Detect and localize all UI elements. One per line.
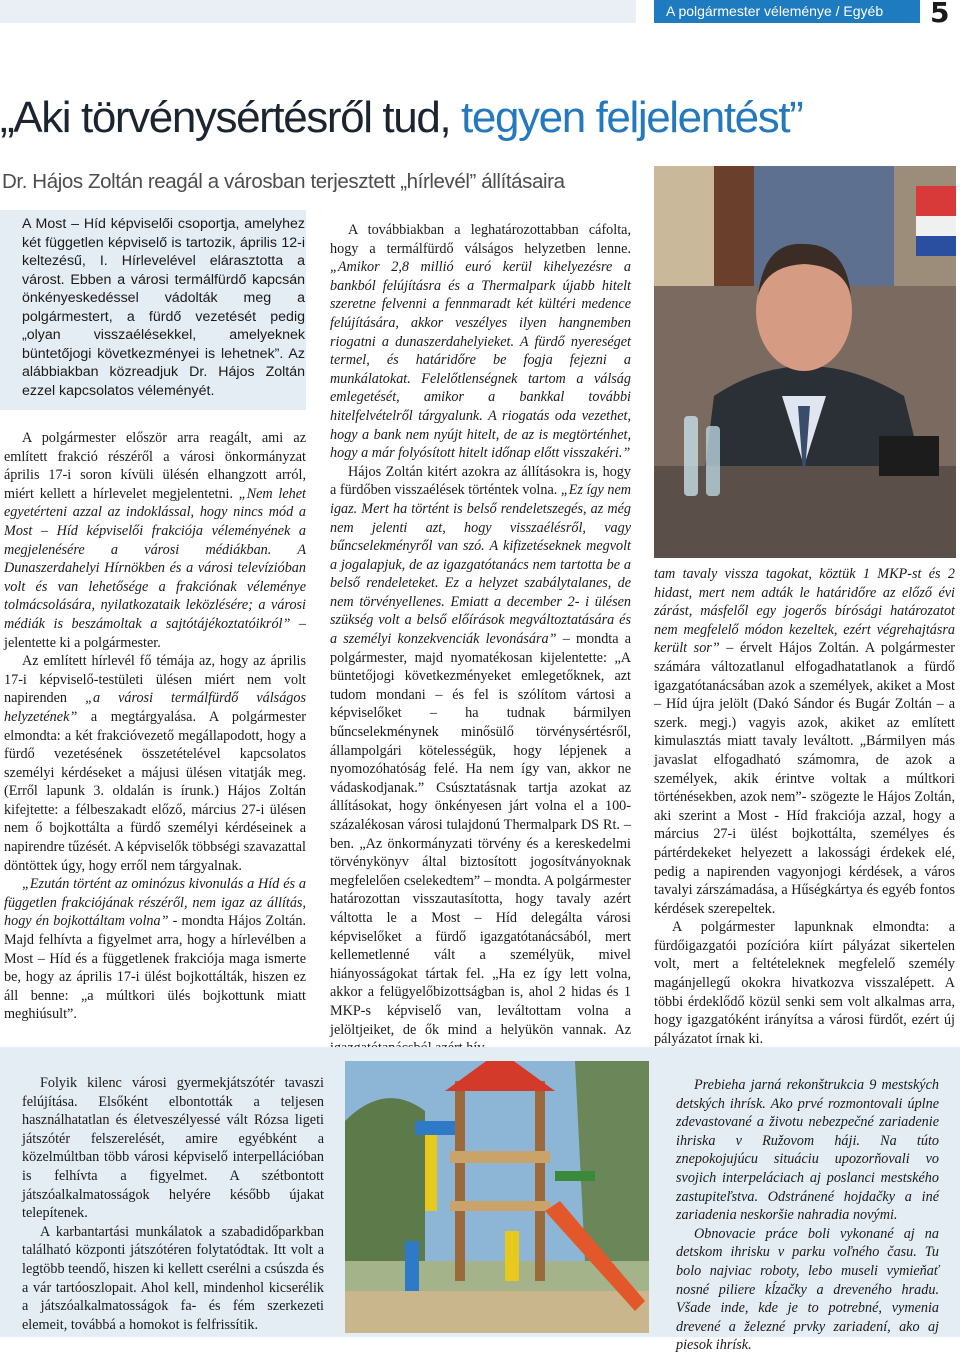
quote-text: „Ezután történt az ominózus kivonulás a Híd és a független frakciójának részéről, nem igaz az állítás, hogy én bojkottáltam volna” <box>4 876 306 930</box>
subtitle: Dr. Hájos Zoltán reagál a városban terjesztett „hírlevél” állításaira <box>2 170 565 193</box>
playground-photo-illustration <box>345 1061 649 1333</box>
lead-paragraph: A Most – Híd képviselői csoportja, amelyhez két független képviselő is tartozik, április 12-i keltezésű, I. Hírlevelével elárasztotta a várost. Ebben a városi termálfürdő kapcsán önkényeskedéssel vádolták meg a polgármestert, a fürdő vezetését pedig „olyan visszaélésekkel, amelyeknek büntetőjogi következményei is lehetnek”. Az alábbiakban közreadjuk Dr. Hájos Zoltán ezzel kapcsolatos véleményét. <box>22 216 305 399</box>
col1-paragraph <box>4 652 306 875</box>
paragraph-tail: – jelentette ki a polgármester. <box>4 615 307 651</box>
caption-slovak <box>676 1076 939 1355</box>
caption-hu-paragraph-1: Folyik kilenc városi gyermekjátszótér tavaszi felújítása. Elsőként elbontották a teljesen használhatatlan és életveszélyessé vált Rózsa ligeti játszótér felszerelését, amire egyébként a közelmúltban több városi képviselő interpellációban is felhívta a figyelmet. A szétbontott játszóalkalmatosságok helyére később újakat telepítenek. <box>22 1075 324 1222</box>
header-band <box>0 0 636 23</box>
caption-hungarian <box>22 1074 324 1334</box>
col2-paragraph <box>330 463 631 1058</box>
col2-paragraph <box>330 221 631 463</box>
mayor-photo-illustration <box>654 166 956 558</box>
quote-text: „Amikor 2,8 millió euró kerül kihelyezésre a bankból felújításra és a Thermalpark újabb hitelt szeretne felvenni a fennmaradt két kültéri medence felújítására, akkor veszélyes ilyen hangnemben riogatni a dunaszerdahelyieket. A fürdő nyereséget termel, és határidőre be fogja fejezni a munkálatokat. Felelőtlenségnek tartom a válság emlegetését, amikor a bankkal további hitelfelvételről tárgyalunk. A riogatás oda vezethet, hogy a bank nem nyújt hitelt, de az is megtörténhet, hogy a már folyósított hitelt időnap előtt visszakéri.” <box>330 259 631 462</box>
quote-text: „Ez így nem igaz. Mert ha történt is belső rendeletszegés, az még nem jelenti azt, hogy visszaélésről, vagy bűncselekményről van szó. A kifizetéseknek megvolt a jogalapjuk, de az igazgatótanács nem tartotta be a belső rendeleteket. Ez a helyzet szabálytalanes, de nem törvényellenes. Emiatt a december 2- i ülésen szükség volt a belső előírások megváltoztatására és a személyi konzekvenciák levonására” <box>330 482 632 648</box>
col1-paragraph <box>4 429 306 652</box>
col3-paragraph <box>654 918 955 1048</box>
quote-text: „Nem lehet egyetérteni azzal az indoklással, hogy nincs mód a Most – Híd képviselői frakciója véleményének a megjelenésére a városi médiákban. A Dunaszerdahelyi Hírnökben és a városi televízióban volt és van lehetősége a frakciónak véleménye tolmácsolására, nyilatkozataik leközlésére; a városi médiák is beszámoltak a sajtótájékoztatóikról” <box>4 485 306 632</box>
caption-sk-paragraph-2: Obnovacie práce boli vykonané aj na detskom ihrisku v parku voľného času. Tu bolo najviac roboty, lebo museli vymieňať nosné piliere kĺzačky a dreveného hradu. Všade inde, kde je to potrebné, vymenia drevené a železné prvky zariadení, ako aj piesok ihrísk. <box>676 1225 939 1354</box>
mayor-photo <box>654 166 956 558</box>
paragraph-text: A polgármester lapunknak elmondta: a fürdőigazgatói pozícióra kiírt pályázat sikertelen volt, mert a feltételeknek megfelelő személy magánjellegű okokra hivatkozva visszalépett. A többi érdeklődő közül senki sem volt alkalmas arra, hogy igazgatóként irányítsa a városi fürdőt, ezért új pályázatot írnak ki. <box>654 919 955 1047</box>
headline-part-blue: tegyen feljelentést” <box>450 93 803 142</box>
headline-part-dark: „Aki törvénysértésről tud, <box>0 93 451 142</box>
col3-paragraph <box>654 565 955 918</box>
playground-photo <box>345 1061 649 1333</box>
headline <box>0 90 960 146</box>
paragraph-text: Hájos Zoltán kitért azokra az állításokra is, hogy a fürdőben visszaélések történtek volna. <box>330 463 631 499</box>
paragraph-text: Az említett hírlevél fő témája az, hogy az április 17-i képviselő-testületi ülésen miért nem volt napirenden <box>4 653 306 707</box>
paragraph-text: A továbbiakban a leghatározottabban cáfolta, hogy a termálfürdő válságos helyzetben lenne. <box>330 222 631 257</box>
section-label: A polgármester véleménye / Egyéb <box>654 0 920 23</box>
quote-text: tam tavaly vissza tagokat, köztük 1 MKP-st és 2 hidast, mert nem adták le határidőre az előző évi zárást, másfelől egy jogerős bírósági határozatot nem megfelelő módon kezeltek, ezért végrehajtásra került sor” <box>654 566 955 657</box>
quote-text: „a városi termálfürdő válságos helyzetének” <box>4 690 306 725</box>
caption-hu-paragraph-2: A karbantartási munkálatok a szabadidőparkban található központi játszótéren folytatódtak. Itt volt a legtöbb teendő, hiszen ki kellett cserélni a csúszda és a vár tartóoszlopait. Ahol kell, mindenhol kicserélik a játszóalkalmatosságok fa- és fém szerkezeti elemeit, továbbá a homokot is felfrissítik. <box>22 1223 324 1333</box>
page-number: 5 <box>930 0 950 29</box>
col1-paragraph <box>4 875 306 1024</box>
paragraph-text: A polgármester először arra reagált, ami az említett frakció részéről a városi önkormányzat április 17-i soron kívüli ülésén elhangzott arról, miért kellett a hírlevelet megjelentetni. <box>4 430 306 502</box>
column-1 <box>4 429 306 1024</box>
paragraph-tail: – mondta a polgármester, majd nyomatékosan kijelentette: „A büntetőjogi következményeket emlegetőknek, azt tudom mondani – és fel is szólítom vártosi a képviselőket – ha tudnak bármilyen bűncselekménynek minősülő törvénysértésről, állampolgári kötelességük, hogy lépjenek a nyomozóhatóság felé. Ha nem így van, akkor ne vádaskodjanak.” Csúsztatásnak tartja azokat az állításokat, hogy önkényesen járt volna el a 100-százalékosan városi tulajdonú Thermalpark DS Rt. – ben. „Az önkormányzati törvény és a kereskedelmi törvénykönyv által biztosított jogosítványoknak megfelelően cselekedtem” – mondta. A polgármester határozottan visszautasította, hogy tavaly azért váltotta le a Most – Híd delegálta városi képviselőket a fürdő igazgatótanácsából, mert kellemetlenné vált a személyük, mivel hiányosságokat tártak fel. „Ha ez így lett volna, akkor a felügyelőbizottságban is, ahol 2 hidas és 1 MKP-s képviselő van, leváltottam volna a jelöltjeiket, de ők mind a helyükön vannak. Az <box>330 631 631 1038</box>
column-2 <box>330 221 631 1058</box>
column-3 <box>654 565 955 1048</box>
paragraph-tail: a megtárgyalása. A polgármester elmondta: a két frakcióvezető megállapodott, hogy a fürdő vezetésének összetételével kapcsolatos személyi kérdéseket a májusi ülésen vitatják meg. (Erről lapunk 3. oldalán is írunk.) Hájos Zoltán kifejtette: a félbeszakadt előző, március 27-i ülésen nem ő bojkottálta a fürdő személyi kérdéseinek a napirendre tűzését. A képviselők többségi szavazattal döntöttek úgy, hogy erről nem tárgyalnak. <box>4 708 306 874</box>
caption-sk-paragraph-1: Prebieha jarná rekonštrukcia 9 mestských detských ihrísk. Ako prvé rozmontovali úplne zdevastované a životu nebezpečné zariadenie ihriska v Ružovom háji. Na túto znepokojujúcu situáciu upozorňovali vo svojich interpeláciach aj poslanci mestského zastupiteľstva. Odstránené hojdačky a iné zariadenia neskoršie nahradia novými. <box>676 1077 939 1224</box>
paragraph-tail: - mondta Hájos Zoltán. Majd felhívta a figyelmet arra, hogy a hírlevélben a Most – Híd és a függetlenek frakciója maga ismerte be, hogy az április 17-i ülést bojkottálták, hiszen ez áll benne: „a múltkori ülés bojkottunk miatt meghiúsult”. <box>4 913 306 1023</box>
paragraph-tail: – érvelt Hájos Zoltán. A polgármester számára változatlanul elfogadhatatlanok a fürdő igazgatótanácsában azok a személyek, akiket a Most – Híd újra jelölt (Dakó Sándor és Bugár Zoltán – a szerk. megj.) vagyis azok, akiket az említett kimulasztás miatt tavaly leváltott. „Bármilyen más javaslat elfogadható számomra, de azok a személyek, akik érintve voltak a múltkori történésekben, azok nem”- szögezte le Hájos Zoltán, aki szerint a Most - Híd frakciója azzal, hogy a március 27-i ülést bojkottálta, személyes és pártérdekeket helyezett a lakossági érdekek elé, pedig a napirenden vagyonjogi kérdések, a város tavalyi zárszámadása, a Hűségkártya és egyéb fontos kérdések szerepeltek. <box>654 640 955 917</box>
